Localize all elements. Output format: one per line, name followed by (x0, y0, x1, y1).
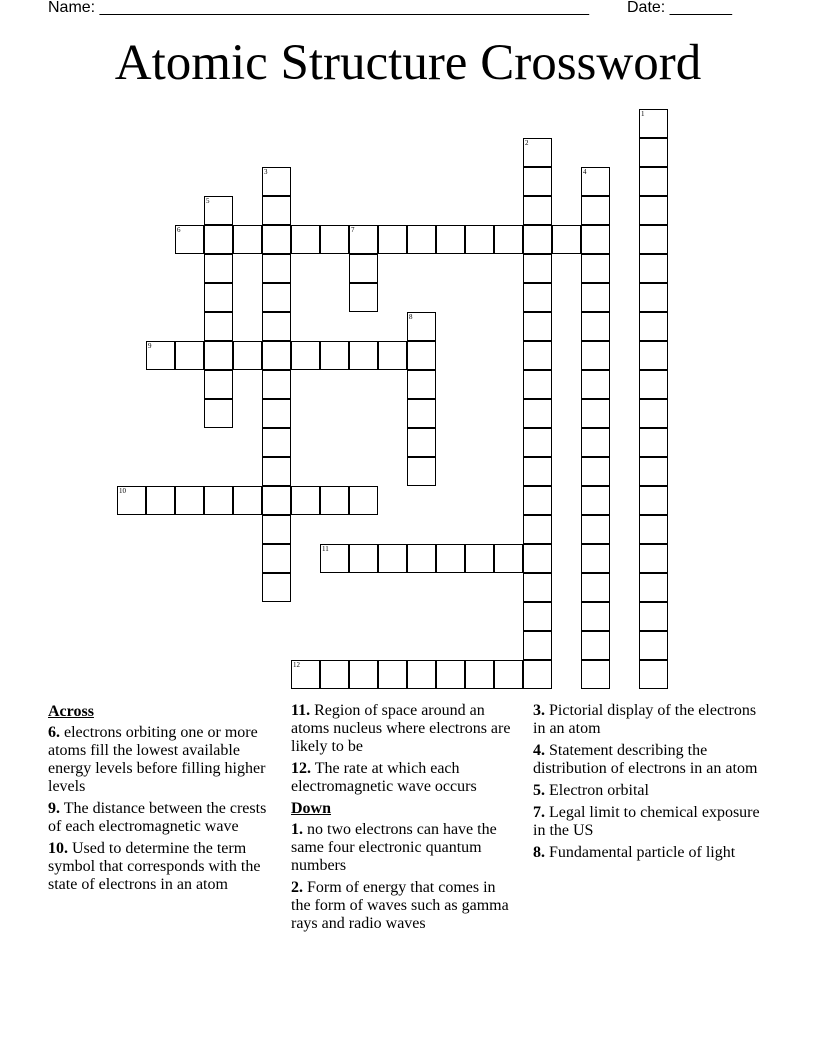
crossword-cell[interactable] (204, 486, 233, 515)
crossword-cell[interactable] (407, 660, 436, 689)
crossword-cell[interactable] (204, 370, 233, 399)
crossword-cell[interactable] (639, 631, 668, 660)
clue-number: 2. (291, 879, 303, 896)
crossword-cell[interactable] (494, 660, 523, 689)
date-field[interactable]: Date: _______ (627, 0, 732, 16)
clue-down-8 (533, 844, 763, 862)
crossword-cell[interactable] (523, 399, 552, 428)
crossword-cell[interactable] (639, 167, 668, 196)
crossword-cell[interactable] (146, 341, 175, 370)
clue-number: 9. (48, 800, 60, 817)
crossword-cell[interactable] (204, 283, 233, 312)
crossword-cell[interactable] (639, 573, 668, 602)
crossword-cell[interactable] (262, 225, 291, 254)
crossword-cell[interactable] (523, 254, 552, 283)
crossword-cell[interactable] (639, 341, 668, 370)
crossword-cell[interactable] (291, 341, 320, 370)
crossword-cell[interactable] (117, 486, 146, 515)
crossword-cell[interactable] (523, 196, 552, 225)
clue-down-7 (533, 804, 763, 840)
crossword-cell[interactable] (523, 283, 552, 312)
crossword-cell[interactable] (407, 312, 436, 341)
cell-number: 10 (119, 487, 126, 495)
crossword-cell[interactable] (465, 225, 494, 254)
crossword-cell[interactable] (233, 225, 262, 254)
clue-number: 3. (533, 702, 545, 719)
crossword-cell[interactable] (436, 544, 465, 573)
crossword-cell[interactable] (581, 573, 610, 602)
crossword-cell[interactable] (639, 399, 668, 428)
crossword-cell[interactable] (639, 428, 668, 457)
crossword-cell[interactable] (262, 167, 291, 196)
crossword-cell[interactable] (262, 515, 291, 544)
cell-number: 8 (409, 313, 413, 321)
crossword-cell[interactable] (378, 341, 407, 370)
crossword-cell[interactable] (523, 225, 552, 254)
clue-text: Form of energy that comes in the form of waves such as gamma rays and radio waves (291, 879, 509, 932)
clues-column-1 (48, 702, 280, 898)
crossword-cell[interactable] (523, 631, 552, 660)
crossword-cell[interactable] (581, 544, 610, 573)
clue-down-2 (291, 879, 519, 933)
crossword-cell[interactable] (320, 544, 349, 573)
crossword-cell[interactable] (581, 428, 610, 457)
crossword-cell[interactable] (146, 486, 175, 515)
crossword-cell[interactable] (407, 370, 436, 399)
crossword-cell[interactable] (639, 602, 668, 631)
crossword-cell[interactable] (320, 225, 349, 254)
name-field[interactable]: Name: _______________________________________________________ (48, 0, 589, 16)
crossword-cell[interactable] (581, 515, 610, 544)
crossword-cell[interactable] (262, 428, 291, 457)
crossword-cell[interactable] (349, 254, 378, 283)
clue-number: 8. (533, 844, 545, 861)
crossword-cell[interactable] (581, 312, 610, 341)
clue-text: electrons orbiting one or more atoms fill the lowest available energy levels before filling higher levels (48, 724, 266, 795)
clue-across-11 (291, 702, 519, 756)
crossword-cell[interactable] (262, 399, 291, 428)
crossword-cell[interactable] (262, 573, 291, 602)
clue-across-9 (48, 800, 280, 836)
crossword-cell[interactable] (204, 341, 233, 370)
clue-number: 10. (48, 840, 68, 857)
clue-text: Used to determine the term symbol that corresponds with the state of electrons in an atom (48, 840, 261, 893)
crossword-cell[interactable] (233, 341, 262, 370)
crossword-cell[interactable] (407, 399, 436, 428)
crossword-cell[interactable] (407, 457, 436, 486)
crossword-cell[interactable] (523, 660, 552, 689)
crossword-cell[interactable] (639, 196, 668, 225)
crossword-cell[interactable] (378, 660, 407, 689)
crossword-cell[interactable] (639, 312, 668, 341)
crossword-cell[interactable] (581, 631, 610, 660)
page-title: Atomic Structure Crossword (114, 35, 702, 91)
clues-column-3 (533, 702, 763, 866)
crossword-cell[interactable] (262, 544, 291, 573)
cell-number: 2 (525, 139, 529, 147)
crossword-cell[interactable] (639, 486, 668, 515)
crossword-cell[interactable] (320, 341, 349, 370)
crossword-cell[interactable] (204, 254, 233, 283)
crossword-cell[interactable] (523, 486, 552, 515)
clue-number: 11. (291, 702, 311, 719)
clue-across-6 (48, 724, 280, 796)
cell-number: 1 (641, 110, 645, 118)
crossword-cell[interactable] (581, 341, 610, 370)
crossword-cell[interactable] (204, 225, 233, 254)
crossword-cell[interactable] (320, 660, 349, 689)
crossword-cell[interactable] (523, 138, 552, 167)
clue-number: 5. (533, 782, 545, 799)
crossword-cell[interactable] (581, 167, 610, 196)
clue-text: Legal limit to chemical exposure in the US (533, 804, 760, 839)
crossword-cell[interactable] (494, 225, 523, 254)
crossword-cell[interactable] (581, 602, 610, 631)
crossword-cell[interactable] (581, 370, 610, 399)
crossword-cell[interactable] (436, 225, 465, 254)
crossword-cell[interactable] (407, 428, 436, 457)
crossword-cell[interactable] (262, 341, 291, 370)
crossword-cell[interactable] (581, 660, 610, 689)
crossword-cell[interactable] (639, 660, 668, 689)
clue-across-12 (291, 760, 519, 796)
crossword-cell[interactable] (320, 486, 349, 515)
crossword-cell[interactable] (262, 486, 291, 515)
clue-number: 12. (291, 760, 311, 777)
cell-number: 9 (148, 342, 152, 350)
clue-text: The distance between the crests of each electromagnetic wave (48, 800, 267, 835)
crossword-cell[interactable] (639, 370, 668, 399)
crossword-cell[interactable] (262, 283, 291, 312)
crossword-cell[interactable] (639, 109, 668, 138)
crossword-cell[interactable] (581, 486, 610, 515)
crossword-cell[interactable] (349, 544, 378, 573)
crossword-cell[interactable] (581, 399, 610, 428)
crossword-cell[interactable] (262, 312, 291, 341)
crossword-cell[interactable] (349, 225, 378, 254)
clues-column-2 (291, 702, 519, 937)
crossword-cell[interactable] (581, 225, 610, 254)
crossword-cell[interactable] (523, 602, 552, 631)
clue-down-5 (533, 782, 763, 800)
cell-number: 6 (177, 226, 181, 234)
crossword-cell[interactable] (262, 457, 291, 486)
clue-text: The rate at which each electromagnetic wave occurs (291, 760, 477, 795)
crossword-cell[interactable] (581, 196, 610, 225)
cell-number: 5 (206, 197, 210, 205)
clue-text: no two electrons can have the same four electronic quantum numbers (291, 821, 497, 874)
cell-number: 4 (583, 168, 587, 176)
crossword-cell[interactable] (523, 428, 552, 457)
crossword-cell[interactable] (175, 341, 204, 370)
crossword-cell[interactable] (639, 138, 668, 167)
crossword-cell[interactable] (262, 196, 291, 225)
crossword-cell[interactable] (349, 283, 378, 312)
crossword-cell[interactable] (523, 167, 552, 196)
cell-number: 11 (322, 545, 329, 553)
crossword-cell[interactable] (465, 660, 494, 689)
clue-number: 6. (48, 724, 60, 741)
crossword-cell[interactable] (204, 312, 233, 341)
crossword-cell[interactable] (523, 573, 552, 602)
crossword-cell[interactable] (523, 312, 552, 341)
crossword-cell[interactable] (204, 399, 233, 428)
clue-number: 4. (533, 742, 545, 759)
crossword-cell[interactable] (639, 515, 668, 544)
crossword-cell[interactable] (262, 370, 291, 399)
crossword-cell[interactable] (349, 486, 378, 515)
crossword-cell[interactable] (639, 225, 668, 254)
crossword-cell[interactable] (349, 660, 378, 689)
across-heading: Across (48, 703, 94, 720)
crossword-cell[interactable] (407, 225, 436, 254)
clue-text: Fundamental particle of light (549, 844, 736, 861)
clue-text: Pictorial display of the electrons in an atom (533, 702, 757, 737)
clue-text: Region of space around an atoms nucleus where electrons are likely to be (291, 702, 511, 755)
crossword-cell[interactable] (639, 254, 668, 283)
clue-text: Statement describing the distribution of electrons in an atom (533, 742, 758, 777)
crossword-cell[interactable] (465, 544, 494, 573)
crossword-cell[interactable] (523, 370, 552, 399)
crossword-cell[interactable] (581, 254, 610, 283)
crossword-cell[interactable] (378, 544, 407, 573)
clue-down-3 (533, 702, 763, 738)
crossword-cell[interactable] (523, 457, 552, 486)
crossword-cell[interactable] (262, 254, 291, 283)
clue-number: 1. (291, 821, 303, 838)
clue-across-10 (48, 840, 280, 894)
crossword-cell[interactable] (407, 341, 436, 370)
crossword-cell[interactable] (291, 660, 320, 689)
cell-number: 7 (351, 226, 355, 234)
crossword-cell[interactable] (204, 196, 233, 225)
crossword-cell[interactable] (378, 225, 407, 254)
crossword-cell[interactable] (581, 457, 610, 486)
crossword-cell[interactable] (175, 225, 204, 254)
crossword-cell[interactable] (581, 283, 610, 312)
crossword-cell[interactable] (291, 486, 320, 515)
crossword-cell[interactable] (639, 457, 668, 486)
crossword-cell[interactable] (291, 225, 320, 254)
crossword-cell[interactable] (523, 341, 552, 370)
cell-number: 12 (293, 661, 300, 669)
cell-number: 3 (264, 168, 268, 176)
clue-number: 7. (533, 804, 545, 821)
crossword-cell[interactable] (494, 544, 523, 573)
clue-text: Electron orbital (549, 782, 649, 799)
down-heading: Down (291, 800, 332, 817)
crossword-cell[interactable] (523, 544, 552, 573)
crossword-cell[interactable] (349, 341, 378, 370)
clue-down-1 (291, 821, 519, 875)
crossword-cell[interactable] (407, 544, 436, 573)
crossword-cell[interactable] (639, 283, 668, 312)
crossword-cell[interactable] (639, 544, 668, 573)
crossword-cell[interactable] (175, 486, 204, 515)
crossword-cell[interactable] (523, 515, 552, 544)
crossword-cell[interactable] (552, 225, 581, 254)
crossword-cell[interactable] (233, 486, 262, 515)
clue-down-4 (533, 742, 763, 778)
crossword-cell[interactable] (436, 660, 465, 689)
